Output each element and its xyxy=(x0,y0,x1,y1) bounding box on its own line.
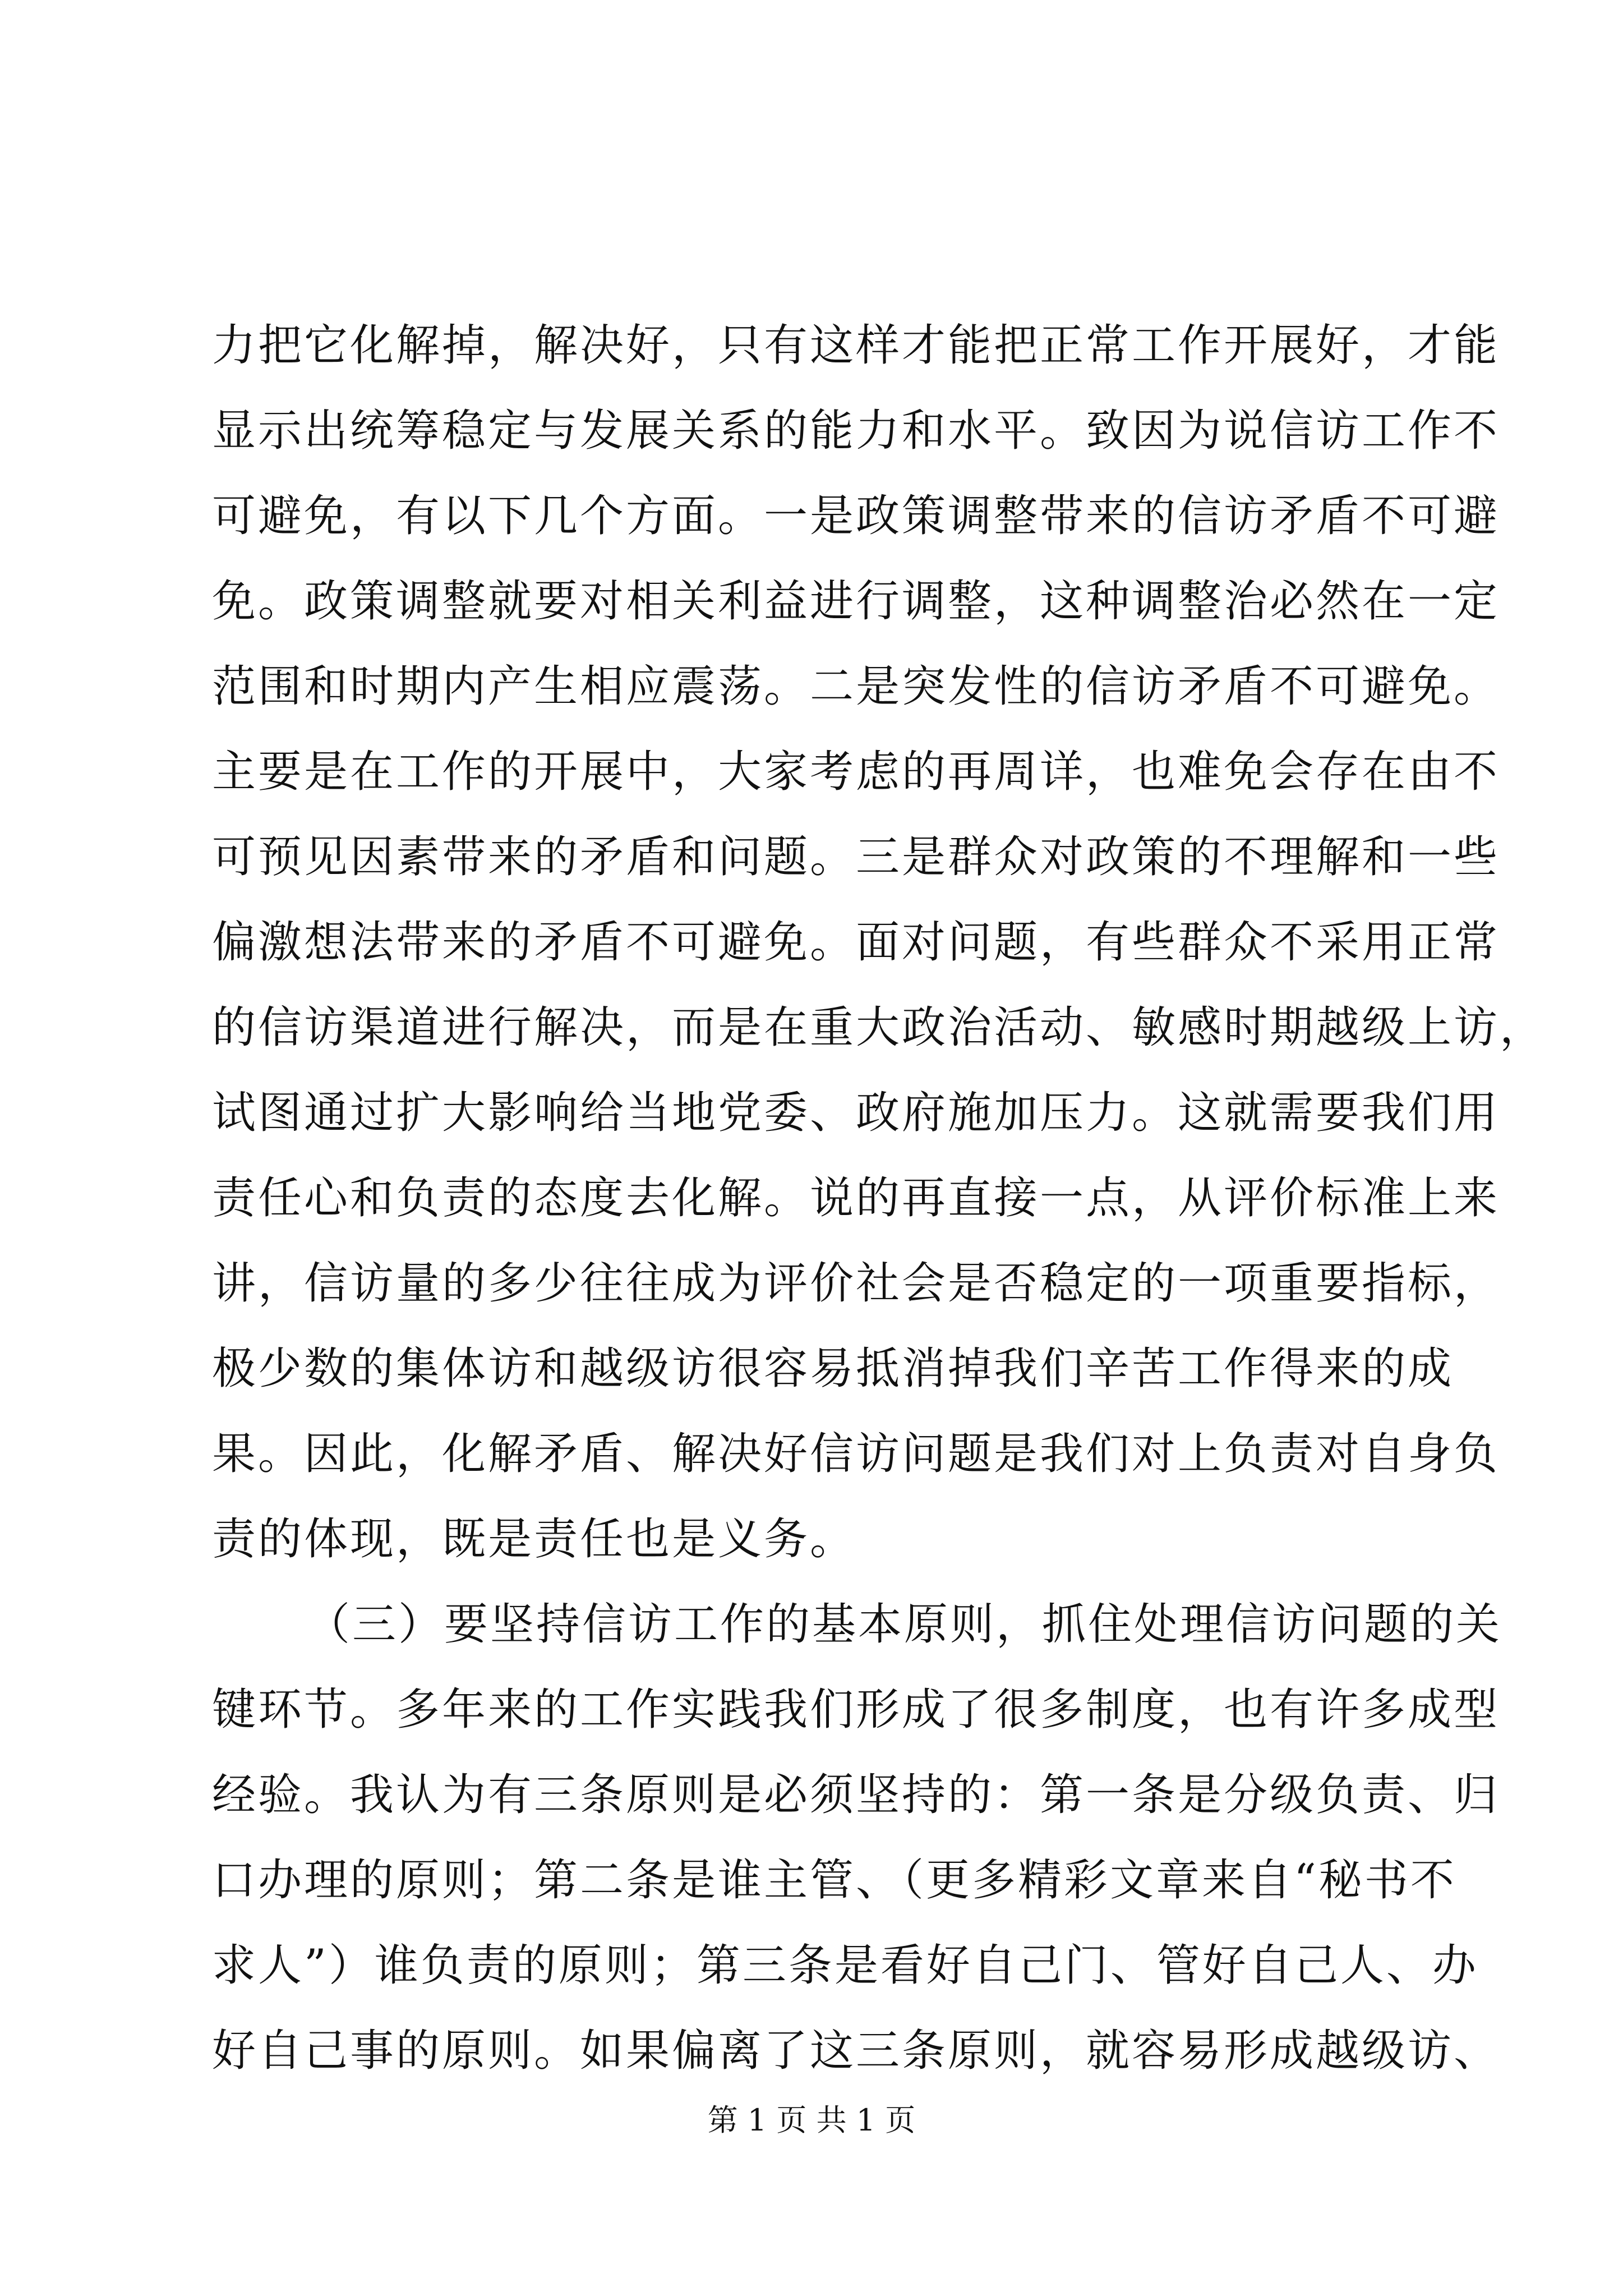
text-line: 主要是在工作的开展中，大家考虑的再周详，也难免会存在由不 xyxy=(212,747,1500,797)
document-body xyxy=(212,303,1546,2093)
text-line: 讲，信访量的多少往往成为评价社会是否稳定的一项重要指标， xyxy=(212,1258,1500,1309)
text-line: 求人”）谁负责的原则；第三条是看好自己门、管好自己人、办 xyxy=(212,1940,1478,1991)
text-line: 可避免，有以下几个方面。一是政策调整带来的信访矛盾不可避 xyxy=(212,491,1500,541)
text-line: 极少数的集体访和越级访很容易抵消掉我们辛苦工作得来的成 xyxy=(212,1343,1454,1394)
text-line: 好自己事的原则。如果偏离了这三条原则，就容易形成越级访、 xyxy=(212,2026,1500,2076)
text-line: 免。政策调整就要对相关利益进行调整，这种调整治必然在一定 xyxy=(212,576,1500,627)
text-line: 的信访渠道进行解决，而是在重大政治活动、敏感时期越级上访， xyxy=(212,1002,1546,1053)
text-line: 责的体现，既是责任也是义务。 xyxy=(212,1514,856,1565)
text-line: 责任心和负责的态度去化解。说的再直接一点，从评价标准上来 xyxy=(212,1173,1500,1223)
text-line: 试图通过扩大影响给当地党委、政府施加压力。这就需要我们用 xyxy=(212,1088,1500,1138)
paragraph-2 xyxy=(212,1582,1502,2093)
page-number-label: 第 1 页 共 1 页 xyxy=(707,2102,916,2138)
text-line: 口办理的原则；第二条是谁主管、（更多精彩文章来自“秘书不 xyxy=(212,1855,1456,1906)
text-line: 偏激想法带来的矛盾不可避免。面对问题，有些群众不采用正常 xyxy=(212,917,1500,968)
text-line: 范围和时期内产生相应震荡。二是突发性的信访矛盾不可避免。 xyxy=(212,661,1500,712)
text-line: 键环节。多年来的工作实践我们形成了很多制度，也有许多成型 xyxy=(212,1685,1500,1735)
text-line: 果。因此，化解矛盾、解决好信访问题是我们对上负责对自身负 xyxy=(212,1429,1500,1479)
text-line: 力把它化解掉，解决好，只有这样才能把正常工作开展好，才能 xyxy=(212,320,1500,371)
text-line: 显示出统筹稳定与发展关系的能力和水平。致因为说信访工作不 xyxy=(212,406,1500,456)
paragraph-1 xyxy=(212,303,1546,1582)
text-line: 可预见因素带来的矛盾和问题。三是群众对政策的不理解和一些 xyxy=(212,832,1500,882)
text-line: 经验。我认为有三条原则是必须坚持的：第一条是分级负责、归 xyxy=(212,1770,1500,1820)
text-line: （三）要坚持信访工作的基本原则，抓住处理信访问题的关 xyxy=(306,1599,1502,1650)
page-footer xyxy=(0,2101,1623,2140)
